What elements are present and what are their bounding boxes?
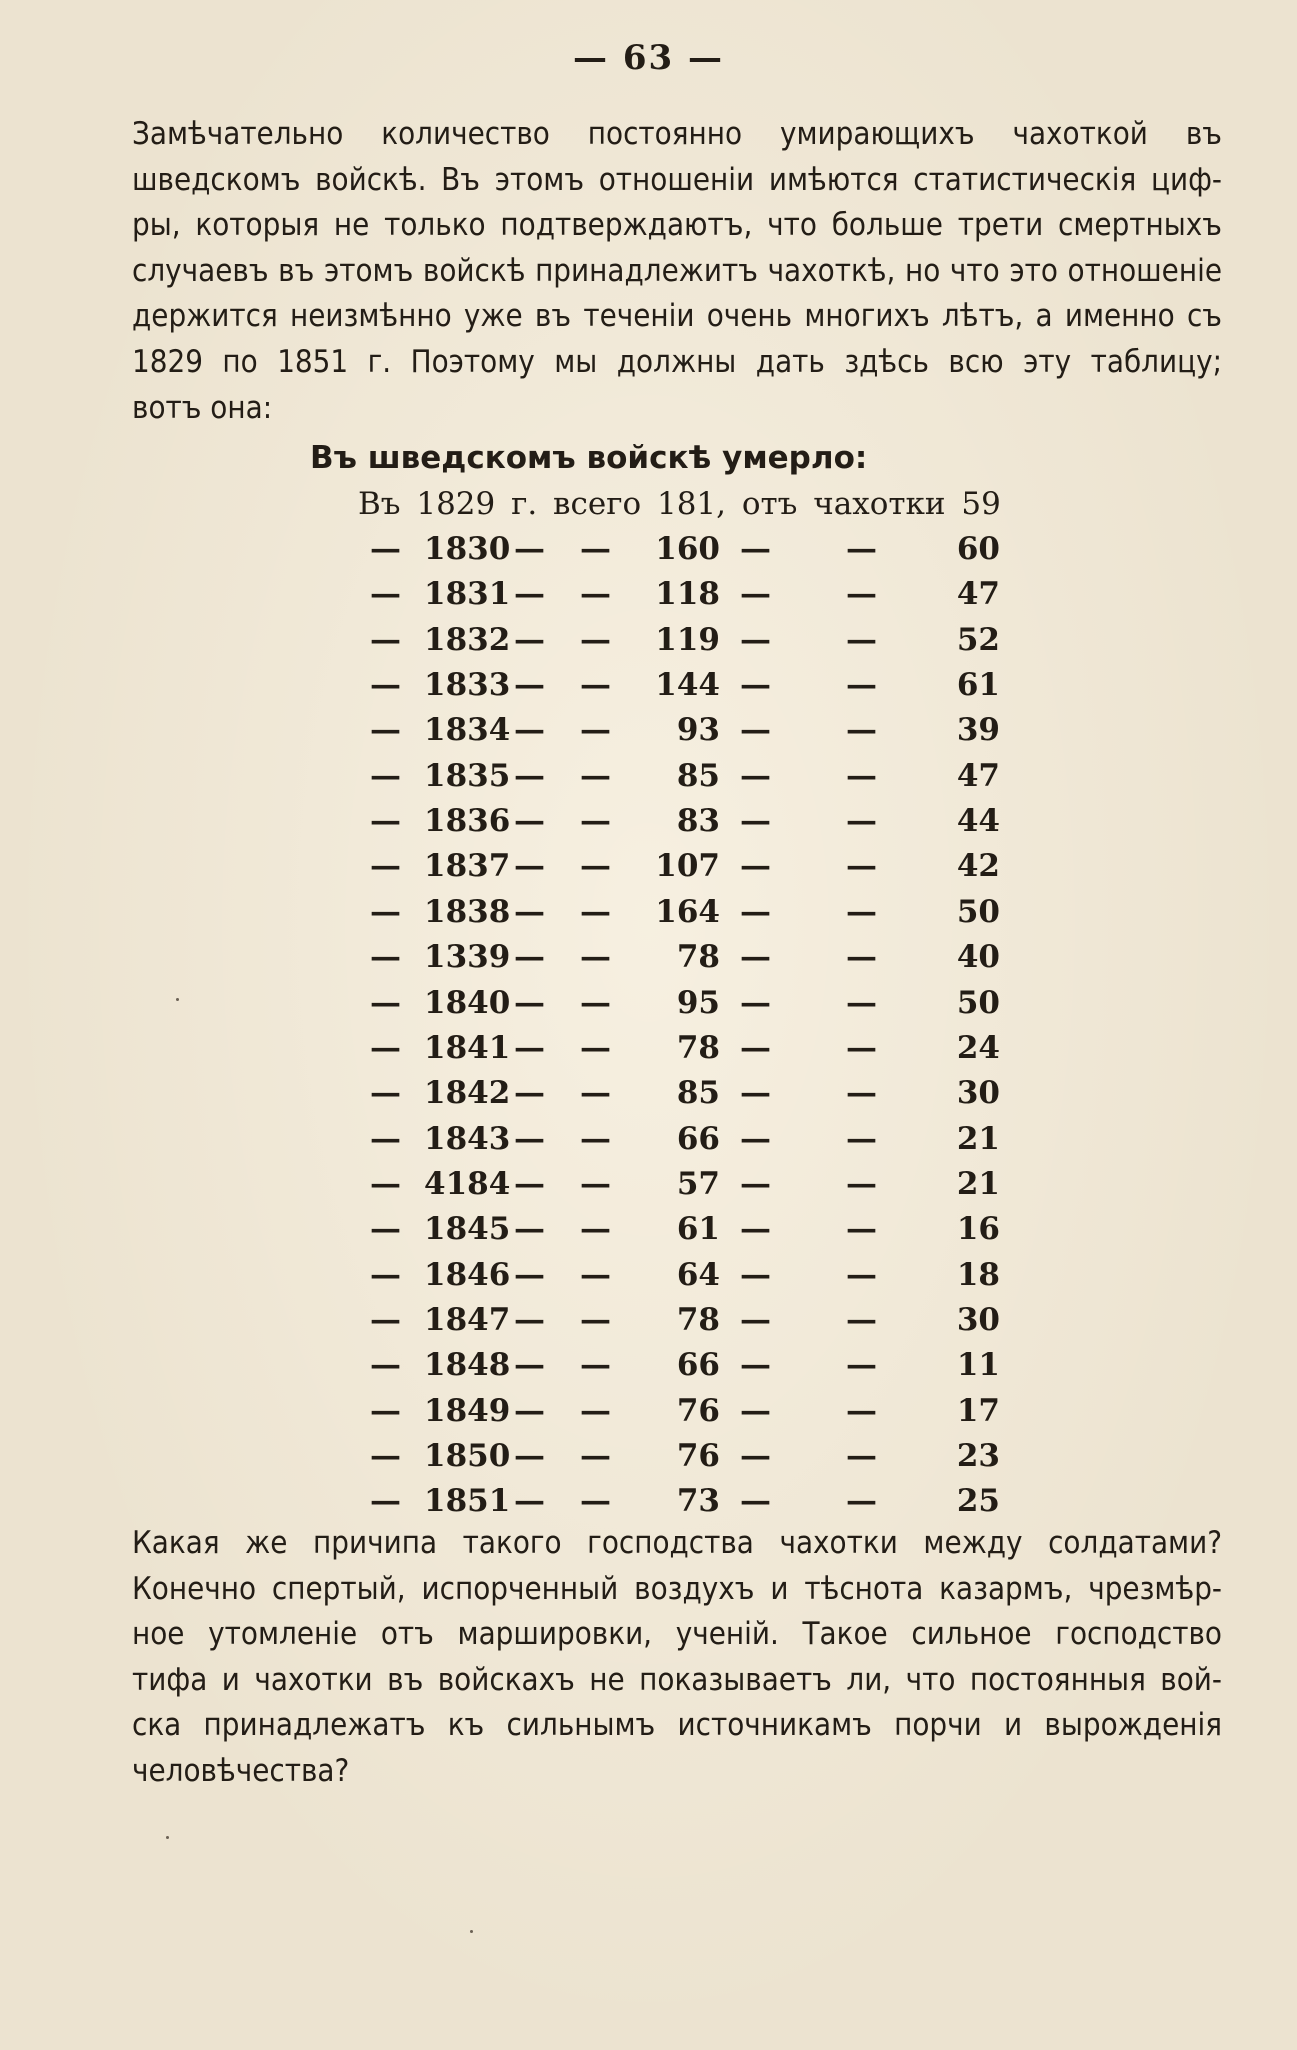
year-cell: 1851 xyxy=(424,1483,511,1520)
table-caption: Въ шведскомъ войскѣ умерло: xyxy=(310,440,868,476)
dash: — xyxy=(514,848,545,885)
dash: — xyxy=(580,893,611,930)
dash: — xyxy=(740,576,771,613)
consumption-deaths-cell: 61 xyxy=(956,667,1000,704)
total-deaths-cell: 76 xyxy=(676,1438,720,1474)
intro-line: держится неизмѣнно уже въ теченіи очень многихъ лѣтъ, а именно съ xyxy=(132,298,1222,335)
dash: — xyxy=(580,1211,611,1248)
dash: — xyxy=(370,757,401,794)
dash: — xyxy=(740,1075,771,1112)
dash: — xyxy=(846,1438,877,1474)
dash: — xyxy=(580,1120,611,1157)
year-cell: 1849 xyxy=(424,1392,511,1429)
consumption-deaths-cell: 50 xyxy=(956,984,1000,1021)
paper-speck xyxy=(166,1836,169,1839)
dash: — xyxy=(740,848,771,885)
year-cell: 1833 xyxy=(424,667,511,704)
dash: — xyxy=(580,1347,611,1384)
outro-line: тифа и чахотки въ войскахъ не показываетъ ли, что постоянныя вой- xyxy=(132,1661,1222,1698)
dash: — xyxy=(740,621,771,658)
outro-paragraph xyxy=(132,1521,1222,1795)
intro-line: 1829 по 1851 г. Поэтому мы должны дать здѣсь всю эту таблицу; xyxy=(132,343,1222,380)
year-cell: 1832 xyxy=(424,621,511,658)
dash: — xyxy=(740,939,771,976)
dash: — xyxy=(370,667,401,704)
dash: — xyxy=(514,757,545,794)
dash: — xyxy=(514,984,545,1021)
consumption-deaths-cell: 16 xyxy=(956,1211,1000,1248)
dash: — xyxy=(846,621,877,658)
year-cell: 1831 xyxy=(424,576,511,613)
dash: — xyxy=(580,576,611,613)
total-deaths-cell: 76 xyxy=(676,1392,720,1429)
dash: — xyxy=(580,1029,611,1066)
dash: — xyxy=(580,1392,611,1429)
year-cell: 1847 xyxy=(424,1301,511,1338)
year-cell: 4184 xyxy=(424,1165,511,1202)
dash: — xyxy=(740,1483,771,1520)
dash: — xyxy=(580,1301,611,1338)
total-deaths-cell: 78 xyxy=(676,939,720,976)
total-deaths-cell: 85 xyxy=(676,757,720,794)
dash: — xyxy=(580,1483,611,1520)
dash: — xyxy=(740,1120,771,1157)
outro-line: ное утомленіе отъ маршировки, ученій. Такое сильное господство xyxy=(132,1616,1222,1653)
dash: — xyxy=(580,531,611,567)
dash: — xyxy=(514,1029,545,1066)
total-deaths-cell: 66 xyxy=(676,1120,720,1157)
dash: — xyxy=(514,621,545,658)
total-deaths-cell: 66 xyxy=(676,1347,720,1384)
page-number: — 63 — xyxy=(573,38,724,78)
year-cell: 1830 xyxy=(424,531,511,567)
dash: — xyxy=(514,1483,545,1520)
dash: — xyxy=(740,893,771,930)
consumption-deaths-cell: 60 xyxy=(956,531,1000,567)
dash: — xyxy=(370,1211,401,1248)
dash: — xyxy=(514,1211,545,1248)
total-deaths-cell: 78 xyxy=(676,1029,720,1066)
dash: — xyxy=(370,848,401,885)
dash: — xyxy=(514,576,545,613)
dash: — xyxy=(846,1256,877,1293)
total-deaths-cell: 107 xyxy=(655,848,720,885)
dash: — xyxy=(740,712,771,749)
year-cell: 1841 xyxy=(424,1029,511,1066)
dash: — xyxy=(370,984,401,1021)
dash: — xyxy=(514,1301,545,1338)
dash: — xyxy=(846,667,877,704)
year-cell: 1838 xyxy=(424,893,511,930)
dash: — xyxy=(580,803,611,840)
dash: — xyxy=(514,893,545,930)
paper-speck xyxy=(470,1930,473,1933)
total-deaths-cell: 85 xyxy=(676,1075,720,1112)
year-cell: 1834 xyxy=(424,712,511,749)
dash: — xyxy=(514,803,545,840)
dash: — xyxy=(740,1392,771,1429)
dash: — xyxy=(740,1165,771,1202)
dash: — xyxy=(514,1438,545,1474)
dash: — xyxy=(514,1120,545,1157)
year-cell: 1845 xyxy=(424,1211,511,1248)
outro-line: ска принадлежатъ къ сильнымъ источникамъ порчи и вырожденія xyxy=(132,1707,1222,1744)
dash: — xyxy=(580,712,611,749)
dash: — xyxy=(580,1165,611,1202)
year-cell: 1843 xyxy=(424,1120,511,1157)
dash: — xyxy=(740,531,771,567)
dash: — xyxy=(846,1075,877,1112)
consumption-deaths-cell: 42 xyxy=(956,848,1000,885)
outro-line: человѣчества? xyxy=(132,1752,350,1789)
dash: — xyxy=(514,1165,545,1202)
consumption-deaths-cell: 30 xyxy=(956,1075,1000,1112)
dash: — xyxy=(580,939,611,976)
total-deaths-cell: 164 xyxy=(655,893,720,930)
total-deaths-cell: 73 xyxy=(676,1483,720,1520)
total-deaths-cell: 119 xyxy=(655,621,720,658)
dash: — xyxy=(846,848,877,885)
dash: — xyxy=(846,984,877,1021)
dash: — xyxy=(740,1029,771,1066)
consumption-deaths-cell: 39 xyxy=(956,712,1000,749)
dash: — xyxy=(370,1165,401,1202)
dash: — xyxy=(370,1392,401,1429)
dash: — xyxy=(370,1256,401,1293)
intro-line: случаевъ въ этомъ войскѣ принадлежитъ чахоткѣ, но что это отношеніе xyxy=(132,252,1222,289)
consumption-deaths-cell: 47 xyxy=(956,576,1000,613)
dash: — xyxy=(580,984,611,1021)
consumption-deaths-cell: 21 xyxy=(956,1120,1000,1157)
total-deaths-cell: 144 xyxy=(655,667,720,704)
dash: — xyxy=(846,1301,877,1338)
dash: — xyxy=(846,576,877,613)
dash: — xyxy=(740,1347,771,1384)
dash: — xyxy=(846,757,877,794)
dash: — xyxy=(370,1120,401,1157)
dash: — xyxy=(514,712,545,749)
dash: — xyxy=(580,1075,611,1112)
consumption-deaths-cell: 47 xyxy=(956,757,1000,794)
total-deaths-cell: 78 xyxy=(676,1301,720,1338)
total-deaths-cell: 118 xyxy=(655,576,720,613)
dash: — xyxy=(580,1256,611,1293)
dash: — xyxy=(740,1438,771,1474)
dash: — xyxy=(370,893,401,930)
consumption-deaths-cell: 18 xyxy=(956,1256,1000,1293)
dash: — xyxy=(846,1347,877,1384)
dash: — xyxy=(846,712,877,749)
total-deaths-cell: 61 xyxy=(676,1211,720,1248)
total-deaths-cell: 95 xyxy=(676,984,720,1021)
dash: — xyxy=(740,1211,771,1248)
intro-line: ры, которыя не только подтверждаютъ, что больше трети смертныхъ xyxy=(132,207,1222,244)
consumption-deaths-cell: 11 xyxy=(956,1347,1000,1384)
year-cell: 1842 xyxy=(424,1075,511,1112)
dash: — xyxy=(846,1029,877,1066)
dash: — xyxy=(580,1438,611,1474)
dash: — xyxy=(740,1256,771,1293)
dash: — xyxy=(740,1301,771,1338)
consumption-deaths-cell: 24 xyxy=(956,1029,1000,1066)
dash: — xyxy=(514,667,545,704)
consumption-deaths-cell: 52 xyxy=(956,621,1000,658)
intro-line: Замѣчательно количество постоянно умирающихъ чахоткой въ xyxy=(132,116,1222,152)
dash: — xyxy=(370,939,401,976)
intro-paragraph xyxy=(132,112,1222,431)
consumption-deaths-cell: 25 xyxy=(956,1483,1000,1520)
total-deaths-cell: 83 xyxy=(676,803,720,840)
dash: — xyxy=(514,1392,545,1429)
dash: — xyxy=(514,1347,545,1384)
dash: — xyxy=(370,1483,401,1520)
dash: — xyxy=(370,621,401,658)
consumption-deaths-cell: 50 xyxy=(956,893,1000,930)
total-deaths-cell: 160 xyxy=(655,531,720,567)
dash: — xyxy=(370,576,401,613)
year-cell: 1848 xyxy=(424,1347,511,1384)
dash: — xyxy=(846,1120,877,1157)
year-cell: 1850 xyxy=(424,1438,511,1474)
intro-line: вотъ она: xyxy=(132,389,273,426)
dash: — xyxy=(740,803,771,840)
consumption-deaths-cell: 40 xyxy=(956,939,1000,976)
year-cell: 1836 xyxy=(424,803,511,840)
consumption-deaths-cell: 30 xyxy=(956,1301,1000,1338)
dash: — xyxy=(580,848,611,885)
dash: — xyxy=(370,1075,401,1112)
paper-speck xyxy=(176,998,179,1001)
dash: — xyxy=(740,757,771,794)
dash: — xyxy=(370,712,401,749)
dash: — xyxy=(740,667,771,704)
total-deaths-cell: 57 xyxy=(676,1165,720,1202)
dash: — xyxy=(846,1165,877,1202)
dash: — xyxy=(846,893,877,930)
consumption-deaths-cell: 21 xyxy=(956,1165,1000,1202)
total-deaths-cell: 64 xyxy=(676,1256,720,1293)
dash: — xyxy=(846,939,877,976)
dash: — xyxy=(846,1483,877,1520)
dash: — xyxy=(580,621,611,658)
dash: — xyxy=(846,1392,877,1429)
dash: — xyxy=(370,1029,401,1066)
dash: — xyxy=(846,531,877,567)
dash: — xyxy=(370,1347,401,1384)
year-cell: 1837 xyxy=(424,848,511,885)
dash: — xyxy=(370,531,401,567)
dash: — xyxy=(514,939,545,976)
year-cell: 1835 xyxy=(424,757,511,794)
dash: — xyxy=(740,984,771,1021)
dash: — xyxy=(846,1211,877,1248)
year-cell: 1840 xyxy=(424,984,511,1021)
dash: — xyxy=(514,531,545,567)
dash: — xyxy=(370,1301,401,1338)
year-cell: 1846 xyxy=(424,1256,511,1293)
dash: — xyxy=(514,1256,545,1293)
consumption-deaths-cell: 23 xyxy=(956,1438,1000,1474)
table-header-row: Въ 1829 г. всего 181, отъ чахотки 59 xyxy=(358,486,1001,522)
outro-line: Конечно спертый, испорченный воздухъ и тѣснота казармъ, чрезмѣр- xyxy=(132,1570,1222,1607)
total-deaths-cell: 93 xyxy=(676,712,720,749)
dash: — xyxy=(514,1075,545,1112)
dash: — xyxy=(846,803,877,840)
consumption-deaths-cell: 44 xyxy=(956,803,1000,840)
outro-line: Какая же причипа такого господства чахотки между солдатами? xyxy=(132,1525,1222,1561)
intro-line: шведскомъ войскѣ. Въ этомъ отношеніи имѣются статистическія циф- xyxy=(132,161,1222,198)
year-cell: 1339 xyxy=(424,939,511,976)
consumption-deaths-cell: 17 xyxy=(956,1392,1000,1429)
dash: — xyxy=(580,757,611,794)
dash: — xyxy=(580,667,611,704)
dash: — xyxy=(370,803,401,840)
dash: — xyxy=(370,1438,401,1474)
